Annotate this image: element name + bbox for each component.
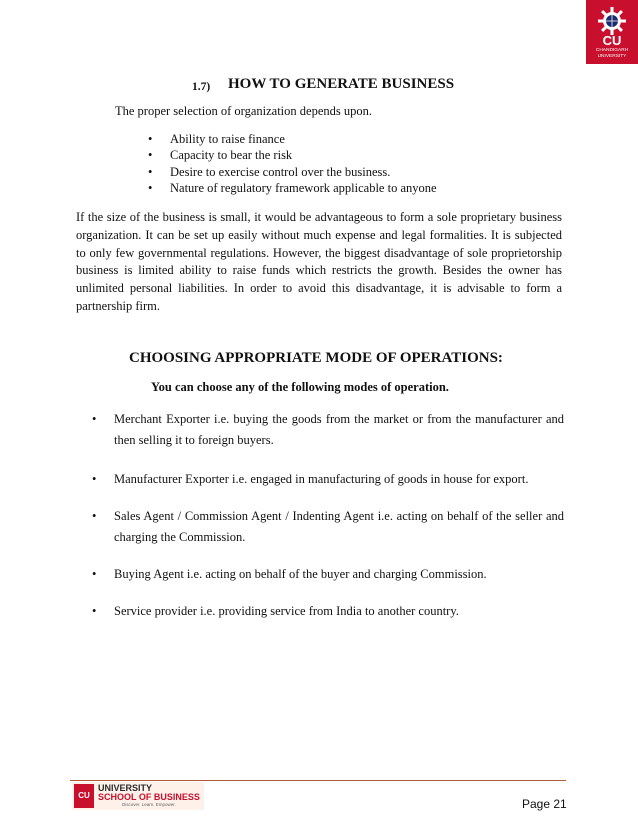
list-item: • Nature of regulatory framework applicable to anyone xyxy=(148,180,437,196)
header-logo xyxy=(586,0,638,64)
footer-logo xyxy=(72,782,204,810)
section2-bullet-3 xyxy=(92,506,564,548)
section2-title: CHOOSING APPROPRIATE MODE OF OPERATIONS: xyxy=(129,350,503,366)
section1-intro: The proper selection of organization depends upon. xyxy=(115,104,372,118)
list-item: • Sales Agent / Commission Agent / Indenting Agent i.e. acting on behalf of the seller and charging the Commission. xyxy=(92,506,564,548)
section2-bullet-5 xyxy=(92,601,564,622)
header-logo-line2: UNIVERSITY xyxy=(597,53,627,59)
list-item: • Ability to raise finance xyxy=(148,131,437,147)
section1-heading xyxy=(0,76,638,98)
header-logo-mark: CU xyxy=(602,33,622,48)
list-item: • Desire to exercise control over the business. xyxy=(148,164,437,180)
section2-bullet-1 xyxy=(92,409,564,451)
section1-title: HOW TO GENERATE BUSINESS xyxy=(228,76,455,92)
footer-logo-line1: UNIVERSITY xyxy=(98,783,153,793)
footer-logo-mark: CU xyxy=(74,784,94,808)
list-item: • Service provider i.e. providing service from India to another country. xyxy=(92,601,564,622)
section1-paragraph: If the size of the business is small, it would be advantageous to form a sole proprietary business organization. It can be set up easily without much expense and legal formalities. It is subjected to only few governmental regulations. However, the biggest disadvantage of sole proprietorship business is limited ability to raise funds which restricts the growth. Besides the owner has unlimited personal liabilities. In order to avoid this disadvantage, it is advisable to form a partnership firm. xyxy=(76,210,562,313)
section2-bullet-2 xyxy=(92,469,564,490)
section1-number: 1.7) xyxy=(192,81,211,93)
section2-bullet-4 xyxy=(92,564,564,585)
section1-bullet-list xyxy=(148,131,437,196)
footer-divider xyxy=(70,780,566,781)
header-logo-line1: CHANDIGARH xyxy=(595,48,629,53)
footer-logo-line2: SCHOOL OF BUSINESS xyxy=(98,792,200,802)
list-item: • Merchant Exporter i.e. buying the goods from the market or from the manufacturer and then selling it to foreign buyers. xyxy=(92,409,564,451)
footer-logo-tagline: Discover. Learn. Empower. xyxy=(122,802,176,807)
list-item: • Capacity to bear the risk xyxy=(148,147,437,163)
list-item: • Manufacturer Exporter i.e. engaged in manufacturing of goods in house for export. xyxy=(92,469,564,490)
gear-globe-icon xyxy=(597,6,627,36)
section2-subtitle: You can choose any of the following modes of operation. xyxy=(151,380,449,394)
page-number: Page 21 xyxy=(522,797,567,811)
header-logo-text xyxy=(586,48,638,59)
list-item: • Buying Agent i.e. acting on behalf of the buyer and charging Commission. xyxy=(92,564,564,585)
